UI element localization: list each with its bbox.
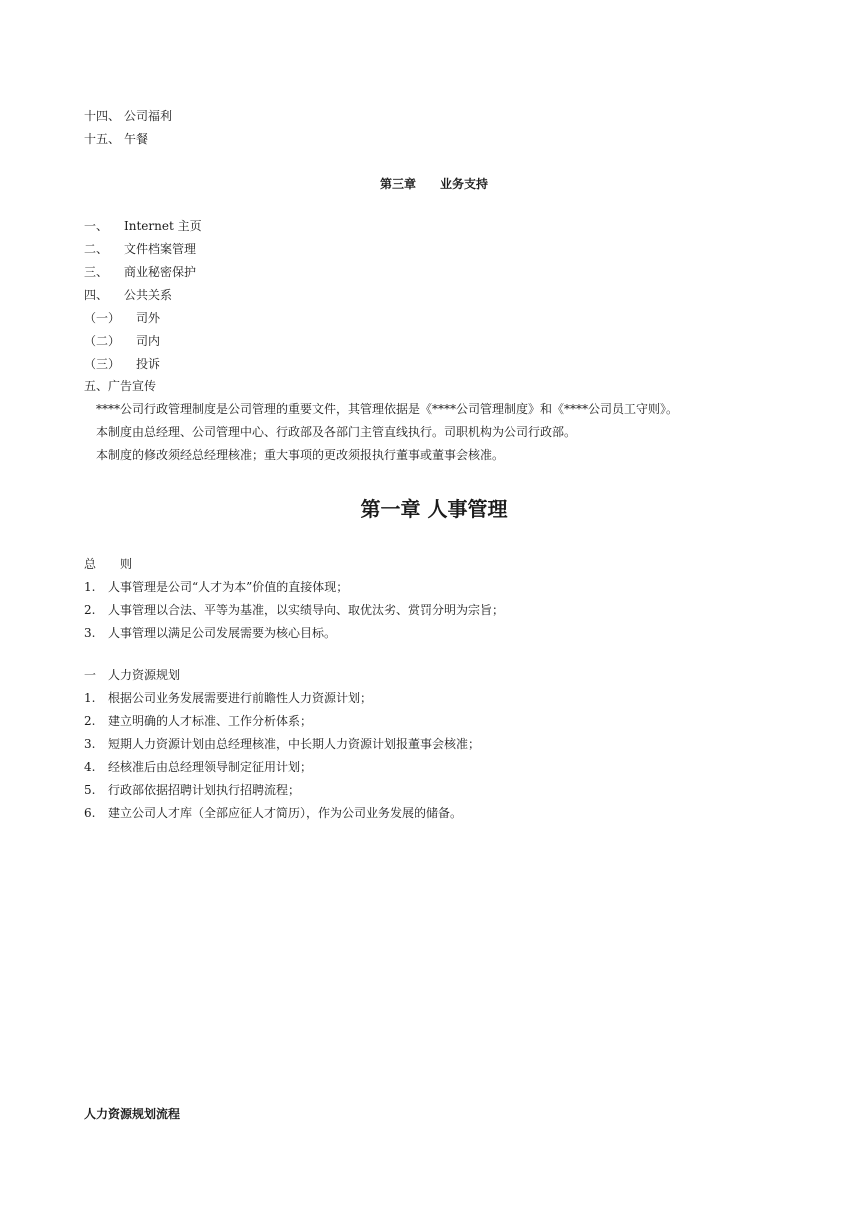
section1-item: [84, 736, 480, 752]
general-heading: 总 则: [84, 557, 133, 571]
chapter3-subitem: [84, 333, 160, 349]
item-text: 经核准后由总经理领导制定征用计划；: [108, 760, 313, 774]
item-text: 商业秘密保护: [124, 265, 197, 279]
chapter3-subitem: [84, 310, 160, 326]
toc-item: [84, 108, 172, 124]
item-text: 人事管理以合法、平等为基准，以实绩导向、取优汰劣、赏罚分明为宗旨；: [108, 603, 505, 617]
item-text: 建立公司人才库（全部应征人才简历），作为公司业务发展的储备。: [108, 806, 463, 820]
item-text: 司内: [136, 334, 161, 348]
section1-item: [84, 805, 462, 821]
chapter3-item: [84, 241, 196, 257]
general-item: [84, 579, 348, 595]
chapter1-title: 第一章 人事管理: [360, 497, 508, 521]
item-number: 2.: [84, 714, 96, 728]
toc-item: [84, 131, 148, 147]
chapter3-item: [84, 218, 202, 234]
item-text: 人事管理以满足公司发展需要为核心目标。: [108, 626, 337, 640]
item-text: Internet 主页: [124, 219, 202, 233]
item-text: 文件档案管理: [124, 242, 197, 256]
item-number: 三、: [84, 265, 109, 279]
general-item: [84, 602, 504, 618]
section1-item: [84, 690, 372, 706]
item-text: 建立明确的人才标准、工作分析体系；: [108, 714, 313, 728]
item-text: 根据公司业务发展需要进行前瞻性人力资源计划；: [108, 691, 373, 705]
item-number: 1.: [84, 691, 96, 705]
item-number: 一、: [84, 219, 109, 233]
flow-heading: 人力资源规划流程: [84, 1107, 181, 1121]
intro-paragraph: 本制度由总经理、公司管理中心、行政部及各部门主管直线执行。司职机构为公司行政部。: [96, 425, 577, 439]
toc-item-number: 十五、: [84, 132, 121, 146]
item-number: 二、: [84, 242, 109, 256]
section1-item: [84, 782, 300, 798]
item-text: 投诉: [136, 357, 161, 371]
item-number: 4.: [84, 760, 96, 774]
item-text: 司外: [136, 311, 161, 325]
section1-heading: 一 人力资源规划: [84, 668, 181, 682]
item-number: 3.: [84, 737, 96, 751]
item-number: （三）: [84, 357, 121, 371]
item-number: 3.: [84, 626, 96, 640]
item-text: 人事管理是公司“人才为本”价值的直接体现；: [108, 580, 349, 594]
item-number: （一）: [84, 311, 121, 325]
item-number: 6.: [84, 806, 96, 820]
intro-paragraph: 本制度的修改须经总经理核准；重大事项的更改须报执行董事或董事会核准。: [96, 448, 505, 462]
item-number: 2.: [84, 603, 96, 617]
item-number: 5.: [84, 783, 96, 797]
item-number: 四、: [84, 288, 109, 302]
item-number: （二）: [84, 334, 121, 348]
chapter3-subitem: [84, 356, 160, 372]
toc-item-text: 公司福利: [124, 109, 173, 123]
item-text: 行政部依据招聘计划执行招聘流程；: [108, 783, 301, 797]
item-number: 1.: [84, 580, 96, 594]
general-item: [84, 625, 336, 641]
toc-item-number: 十四、: [84, 109, 121, 123]
item-text: 公共关系: [124, 288, 173, 302]
toc-item-text: 午餐: [124, 132, 149, 146]
intro-paragraph: ****公司行政管理制度是公司管理的重要文件，其管理依据是《****公司管理制度》和《****公司员工守则》。: [96, 402, 679, 416]
chapter3-title: 第三章 业务支持: [379, 177, 488, 191]
chapter3-item-5: 五、广告宣传: [84, 379, 157, 393]
section1-item: [84, 759, 312, 775]
chapter3-item: [84, 287, 172, 303]
section1-item: [84, 713, 312, 729]
chapter3-item: [84, 264, 196, 280]
item-text: 短期人力资源计划由总经理核准，中长期人力资源计划报董事会核准；: [108, 737, 481, 751]
